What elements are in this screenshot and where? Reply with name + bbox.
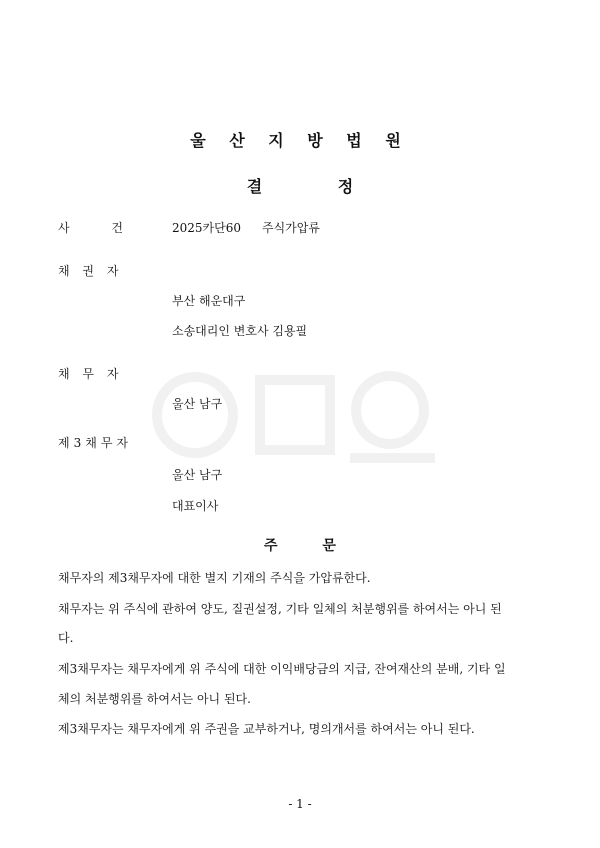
creditor-label: 채 권 자 <box>58 264 119 278</box>
third-debtor-address: 울산 남구 <box>172 468 223 482</box>
order-line: 제3채무자는 채무자에게 위 주권을 교부하거나, 명의개서를 하여서는 아니 된다. <box>58 722 475 736</box>
court-name: 울 산 지 방 법 원 <box>190 131 410 150</box>
order-line: 다. <box>58 631 74 645</box>
debtor-label: 채 무 자 <box>58 367 119 381</box>
order-line: 채무자의 제3채무자에 대한 별지 기재의 주식을 가압류한다. <box>58 571 371 585</box>
order-line: 채무자는 위 주식에 관하여 양도, 질권설정, 기타 일체의 처분행위를 하여서는 아니 된 <box>58 602 502 616</box>
order-line: 체의 처분행위를 하여서는 아니 된다. <box>58 692 251 706</box>
creditor-address: 부산 해운대구 <box>172 294 246 308</box>
order-line: 제3채무자는 채무자에게 위 주식에 대한 이익배당금의 지급, 잔여재산의 분배, 기타 일 <box>58 662 506 676</box>
case-number: 2025카단60 <box>172 221 241 235</box>
page-number: - 1 - <box>288 797 312 811</box>
watermark-logo <box>150 360 450 470</box>
order-heading: 주 문 <box>264 538 336 554</box>
document-type-title: 결 정 <box>246 177 354 196</box>
creditor-attorney: 소송대리인 변호사 김용필 <box>172 324 308 338</box>
debtor-address: 울산 남구 <box>172 397 223 411</box>
third-debtor-representative: 대표이사 <box>172 499 219 513</box>
case-label: 사 건 <box>58 221 123 235</box>
case-title: 주식가압류 <box>262 221 320 235</box>
third-debtor-label: 제3채무자 <box>58 436 133 450</box>
